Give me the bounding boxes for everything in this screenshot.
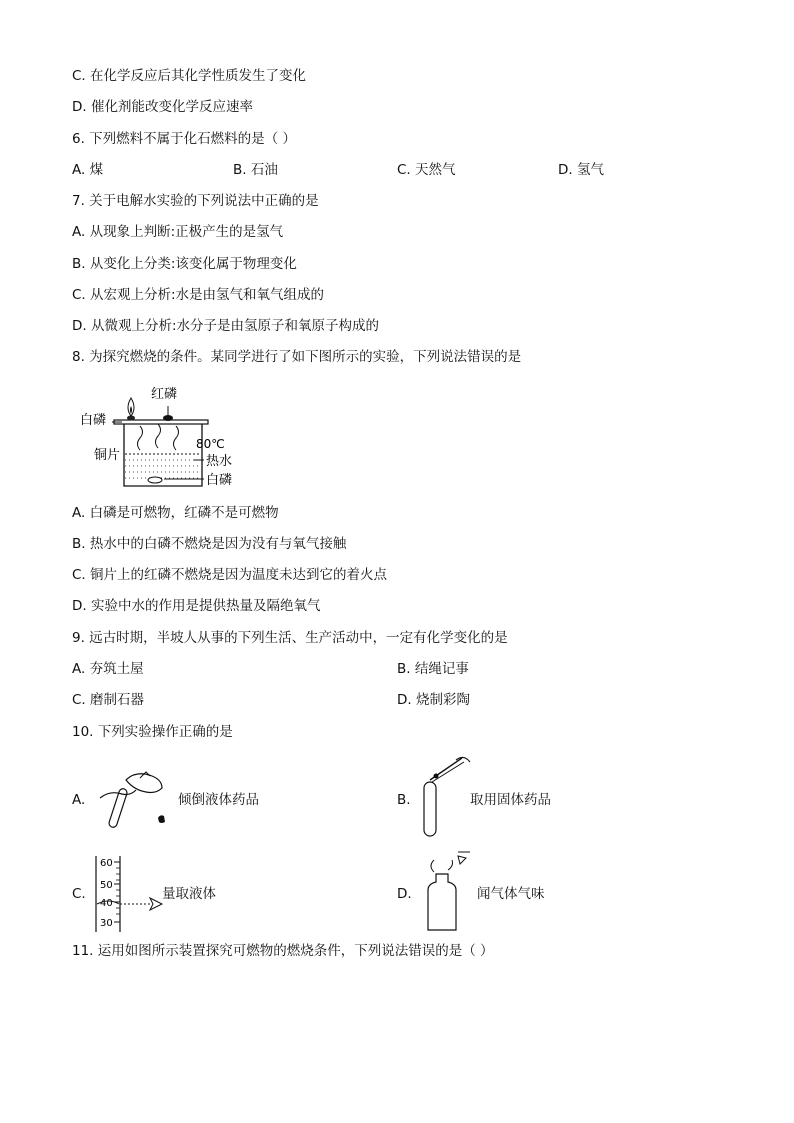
q11-stem: 11. 运用如图所示装置探究可燃物的燃烧条件，下列说法错误的是（ ） <box>72 943 494 959</box>
graduated-cylinder-figure <box>94 852 166 934</box>
q6-option-b: B. 石油 <box>233 162 278 178</box>
q10-option-b-caption: 取用固体药品 <box>470 792 551 808</box>
reagent-bottle <box>126 774 162 793</box>
label-white-phosphorus-bottom: 白磷 <box>206 473 233 488</box>
q8-option-b: B. 热水中的白磷不燃烧是因为没有与氧气接触 <box>72 536 347 552</box>
q9-option-a: A. 夯筑土屋 <box>72 661 144 677</box>
smell-gas-figure <box>418 850 478 932</box>
q10-stem: 10. 下列实验操作正确的是 <box>72 724 233 740</box>
beaker <box>124 424 202 486</box>
test-tube <box>108 788 128 829</box>
label-white-phosphorus-top: 白磷 <box>80 413 107 428</box>
tick-30: 30 <box>100 918 113 929</box>
label-copper: 铜片 <box>94 448 121 463</box>
tick-50: 50 <box>100 880 113 891</box>
q7-stem: 7. 关于电解水实验的下列说法中正确的是 <box>72 193 319 209</box>
tick-60: 60 <box>100 858 113 869</box>
q9-option-c: C. 磨制石器 <box>72 692 145 708</box>
gas-bottle <box>428 874 456 930</box>
q7-option-a: A. 从现象上判断:正极产生的是氢气 <box>72 224 284 240</box>
q10-option-c-letter: C. <box>72 886 86 902</box>
label-red-phosphorus: 红磷 <box>151 387 178 402</box>
label-hot-water: 热水 <box>206 454 233 469</box>
q10-option-d-letter: D. <box>397 886 412 902</box>
label-temperature: 80℃ <box>196 437 225 451</box>
tick-40: 40 <box>100 898 113 909</box>
white-phosphorus-underwater <box>148 477 162 483</box>
red-phosphorus <box>163 415 173 421</box>
combustion-experiment-figure <box>76 380 236 492</box>
q9-option-d: D. 烧制彩陶 <box>397 692 470 708</box>
q8-option-a: A. 白磷是可燃物，红磷不是可燃物 <box>72 505 279 521</box>
hand-icon <box>431 860 434 872</box>
q10-option-a-caption: 倾倒液体药品 <box>178 792 259 808</box>
q6-option-c: C. 天然气 <box>397 162 456 178</box>
copper-plate <box>114 420 208 424</box>
q10-option-a-letter: A. <box>72 792 86 808</box>
q8-stem: 8. 为探究燃烧的条件。某同学进行了如下图所示的实验，下列说法错误的是 <box>72 349 522 365</box>
pouring-liquid-figure <box>96 768 176 832</box>
solid-reagent-figure <box>416 752 472 838</box>
q9-stem: 9. 远古时期，半坡人从事的下列生活、生产活动中，一定有化学变化的是 <box>72 630 508 646</box>
q6-option-a: A. 煤 <box>72 162 104 178</box>
q7-option-b: B. 从变化上分类:该变化属于物理变化 <box>72 256 297 272</box>
q7-option-c: C. 从宏观上分析:水是由氢气和氧气组成的 <box>72 287 325 303</box>
q6-option-d: D. 氢气 <box>558 162 604 178</box>
eye-icon <box>150 898 162 910</box>
solid-granule <box>434 774 439 779</box>
q8-option-c: C. 铜片上的红磷不燃烧是因为温度未达到它的着火点 <box>72 567 388 583</box>
face-icon <box>458 856 466 864</box>
q7-option-d: D. 从微观上分析:水分子是由氢原子和氧原子构成的 <box>72 318 380 334</box>
q10-option-c-caption: 量取液体 <box>162 886 216 902</box>
q6-stem: 6. 下列燃料不属于化石燃料的是（ ） <box>72 131 296 147</box>
q10-option-d-caption: 闻气体气味 <box>477 886 545 902</box>
q5-option-d: D. 催化剂能改变化学反应速率 <box>72 99 253 115</box>
test-tube <box>424 782 436 836</box>
q9-option-b: B. 结绳记事 <box>397 661 469 677</box>
q5-option-c: C. 在化学反应后其化学性质发生了变化 <box>72 68 307 84</box>
q10-option-b-letter: B. <box>397 792 411 808</box>
bottle-stopper <box>158 815 165 823</box>
q8-option-d: D. 实验中水的作用是提供热量及隔绝氧气 <box>72 598 321 614</box>
